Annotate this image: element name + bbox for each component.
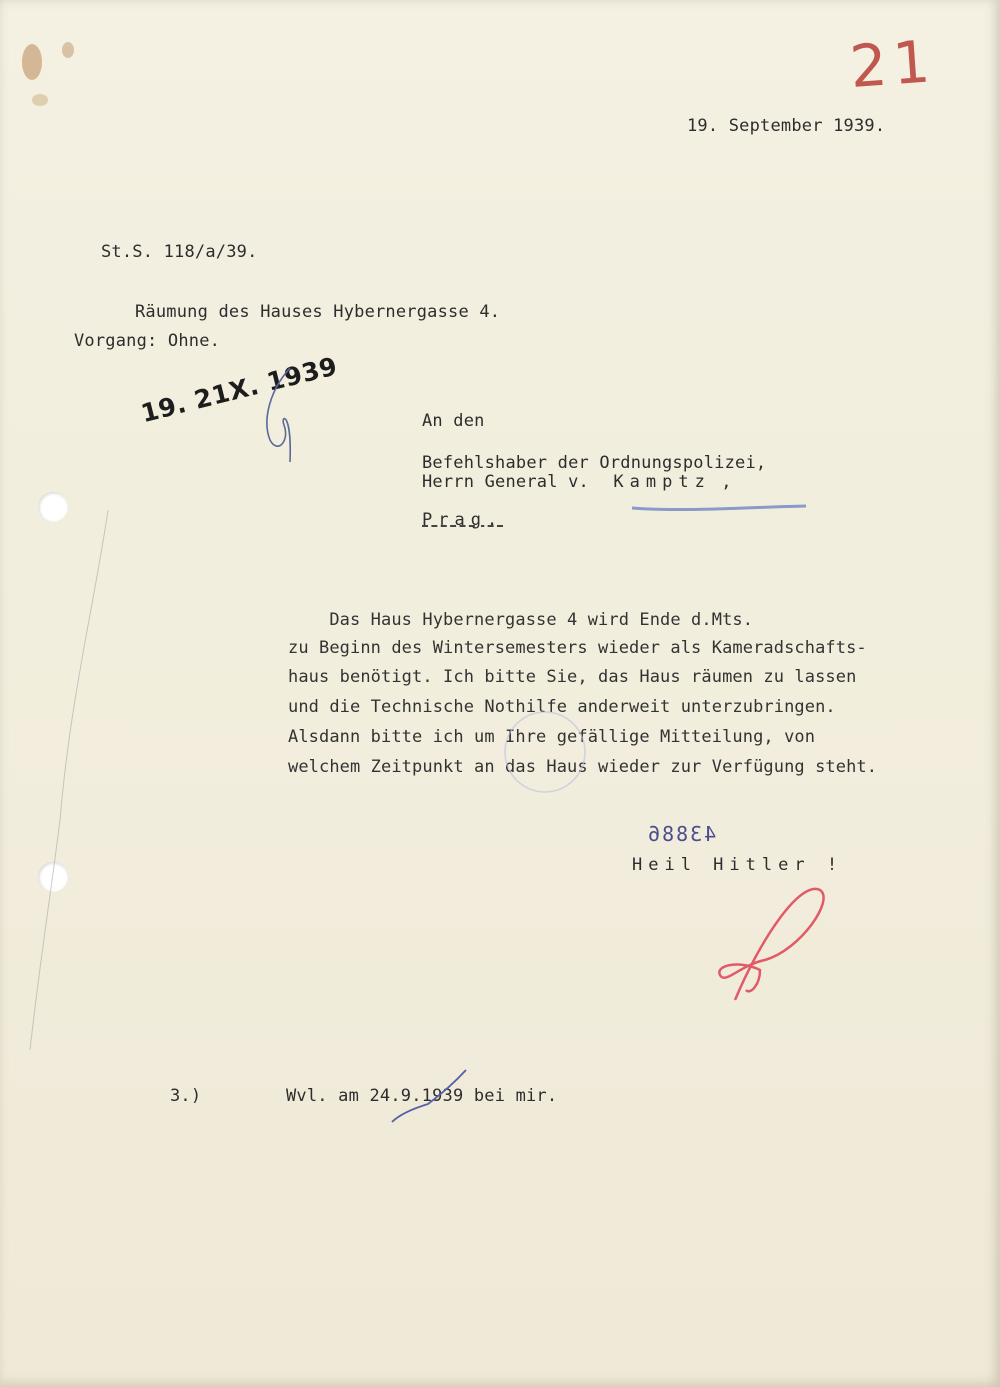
red-signature-mark [719, 889, 823, 1000]
body-line-3: haus benötigt. Ich bitte Sie, das Haus räumen zu lassen [288, 667, 857, 687]
rust-stain [22, 42, 74, 106]
blue-pencil-underline [632, 506, 806, 510]
reference-number: St.S. 118/a/39. [101, 242, 258, 262]
file-number-stamp: 43886 [646, 822, 717, 846]
body-line-4: und die Technische Nothilfe anderweit unterzubringen. [288, 697, 836, 717]
pencil-initial-mark [267, 368, 290, 462]
body-line-2: zu Beginn des Wintersemesters wieder als Kameradschafts- [288, 638, 867, 658]
vorgang-line: Vorgang: Ohne. [74, 331, 221, 351]
subject-line: Räumung des Hauses Hybernergasse 4. [135, 302, 501, 322]
check-mark [392, 1070, 466, 1122]
pencil-margin-scribble [30, 510, 108, 1050]
body-line-1: Das Haus Hybernergasse 4 wird Ende d.Mts. [288, 610, 754, 630]
letter-date: 19. September 1939. [687, 116, 886, 136]
footer-note: Wvl. am 24.9.1939 bei mir. [286, 1086, 558, 1106]
recipient-line-1: Befehlshaber der Ordnungspolizei, [422, 453, 767, 473]
recipient-title: Herrn General v. [422, 472, 600, 492]
received-date-stamp: 19. 21X. 1939 [138, 351, 341, 429]
recipient-name-suffix: , [710, 472, 732, 492]
faint-round-stamp [505, 712, 585, 792]
recipient-city: Prag. [422, 510, 504, 530]
closing-salutation: Heil Hitler ! [632, 855, 844, 875]
footer-item-number: 3.) [170, 1086, 202, 1106]
handwritten-page-number: 21 [847, 27, 939, 101]
body-line-6: welchem Zeitpunkt an das Haus wieder zur Verfügung steht. [288, 757, 878, 777]
recipient-an-den: An den [422, 411, 485, 431]
body-line-5: Alsdann bitte ich um Ihre gefällige Mitteilung, von [288, 727, 816, 747]
recipient-name: Kamptz [613, 472, 711, 492]
